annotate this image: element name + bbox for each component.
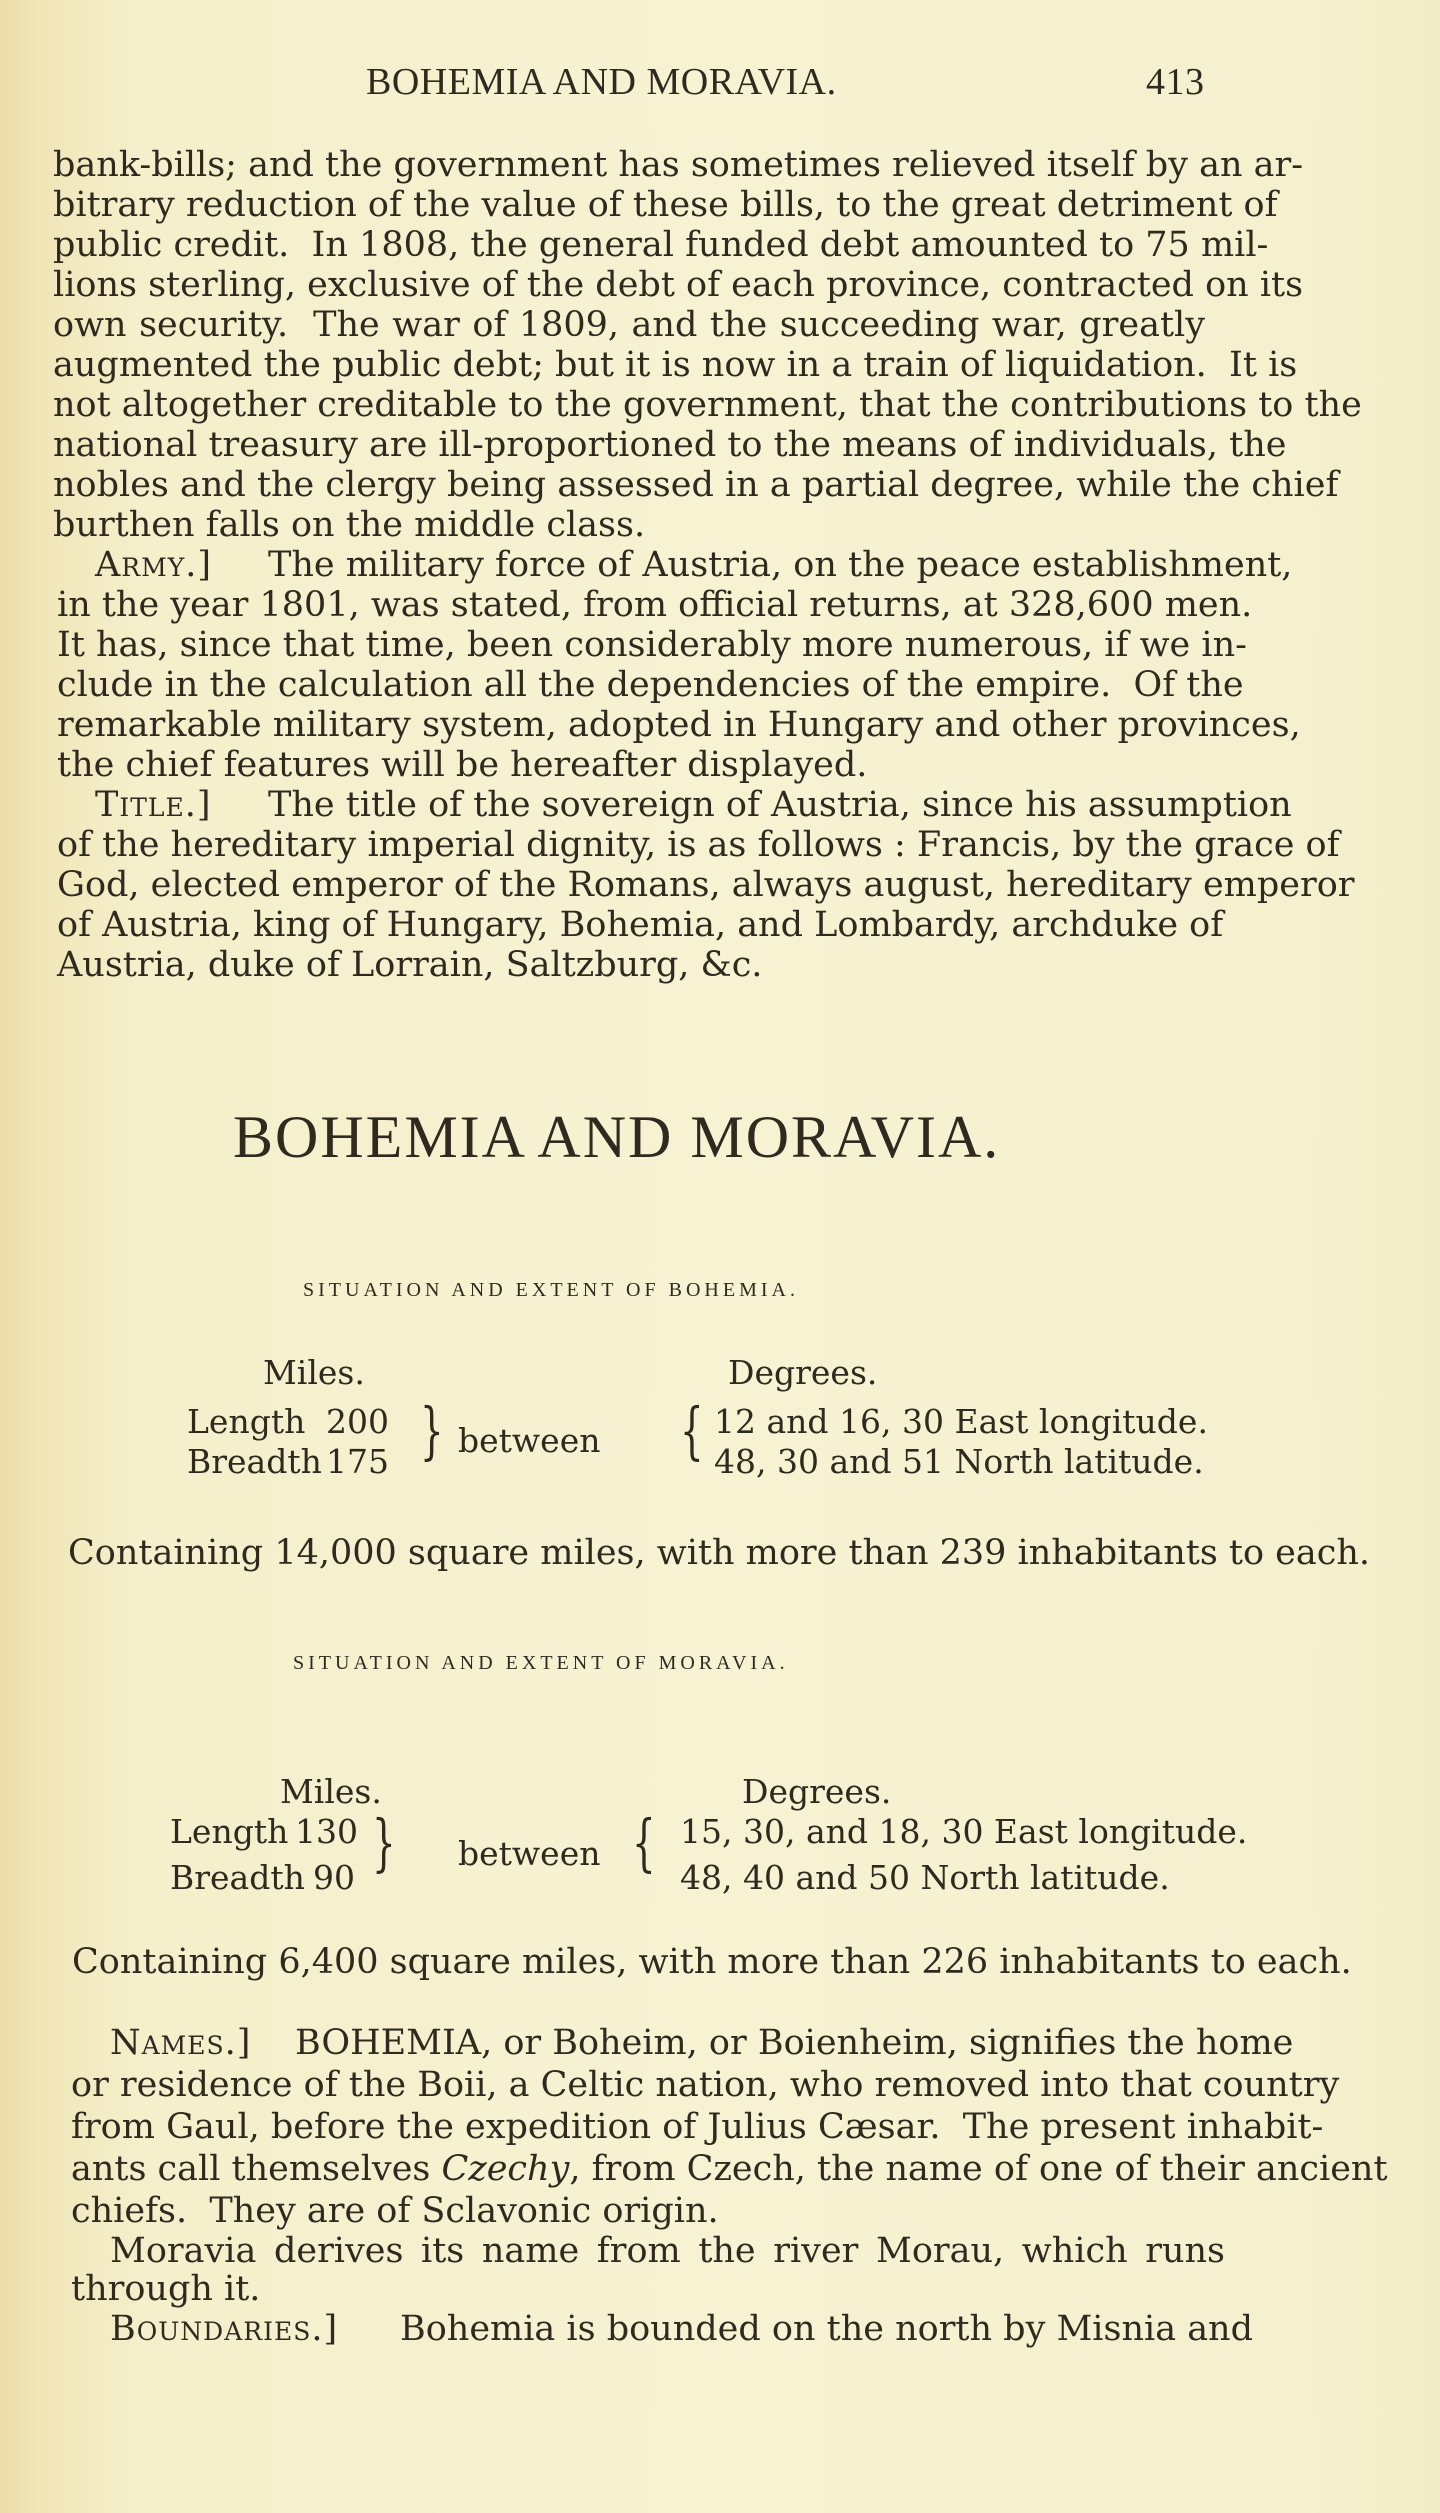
running-head-title: BOHEMIA AND MORAVIA. bbox=[366, 61, 837, 103]
text-line bbox=[71, 2149, 1388, 2189]
chapter-title: BOHEMIA AND MORAVIA. bbox=[233, 1104, 1001, 1170]
moravia-extent-subheading: SITUATION AND EXTENT OF MORAVIA. bbox=[293, 1652, 789, 1674]
left-brace-icon: { bbox=[680, 1394, 704, 1467]
text-line: remarkable military system, adopted in Hungary and other provinces, bbox=[57, 705, 1301, 745]
row-label: Breadth bbox=[170, 1858, 305, 1897]
text-line: Moravia derives its name from the river Morau, which runs bbox=[110, 2231, 1225, 2271]
text-line: from Gaul, before the expedition of Julius Cæsar. The present inhabit- bbox=[71, 2107, 1324, 2147]
text-line: of the hereditary imperial dignity, is as follows : Francis, by the grace of bbox=[57, 825, 1340, 865]
text-line: nobles and the clergy being assessed in a partial degree, while the chief bbox=[53, 465, 1339, 505]
text-line: of Austria, king of Hungary, Bohemia, and Lombardy, archduke of bbox=[57, 905, 1224, 945]
between-label: between bbox=[458, 1834, 601, 1873]
row-miles: 90 bbox=[313, 1858, 355, 1897]
section-heading-army: Army.] bbox=[95, 545, 212, 585]
text-line: augmented the public debt; but it is now in a train of liquidation. It is bbox=[53, 345, 1298, 385]
row-degrees: 15, 30, and 18, 30 East longitude. bbox=[680, 1812, 1248, 1851]
text-line: God, elected emperor of the Romans, always august, hereditary emperor bbox=[57, 865, 1355, 905]
row-label: Breadth bbox=[187, 1442, 322, 1481]
section-heading-names: Names.] bbox=[110, 2023, 252, 2063]
section-heading-title: Title.] bbox=[95, 785, 212, 825]
right-brace-icon: } bbox=[372, 1806, 396, 1879]
page-number: 413 bbox=[1146, 61, 1205, 103]
text-line: Bohemia is bounded on the north by Misnia and bbox=[400, 2309, 1254, 2349]
text-line: own security. The war of 1809, and the succeeding war, greatly bbox=[53, 305, 1205, 345]
row-miles: 175 bbox=[326, 1442, 389, 1481]
text-fragment: ants call themselves bbox=[71, 2149, 442, 2189]
left-brace-icon: { bbox=[632, 1806, 656, 1879]
miles-label: Miles. bbox=[280, 1772, 382, 1811]
row-miles: 200 bbox=[326, 1402, 389, 1441]
text-line: lions sterling, exclusive of the debt of each province, contracted on its bbox=[53, 265, 1304, 305]
italic-word-czechy: Czechy bbox=[441, 2149, 570, 2189]
text-line: national treasury are ill-proportioned to the means of individuals, the bbox=[53, 425, 1287, 465]
right-brace-icon: } bbox=[420, 1394, 444, 1467]
text-line: not altogether creditable to the government, that the contributions to the bbox=[53, 385, 1362, 425]
text-line: clude in the calculation all the dependencies of the empire. Of the bbox=[57, 665, 1244, 705]
text-line: bitrary reduction of the value of these bills, to the great detriment of bbox=[53, 185, 1278, 225]
text-fragment: , from Czech, the name of one of their ancient bbox=[569, 2149, 1388, 2189]
text-line: It has, since that time, been considerably more numerous, if we in- bbox=[57, 625, 1247, 665]
row-degrees: 48, 30 and 51 North latitude. bbox=[714, 1442, 1204, 1481]
text-line: in the year 1801, was stated, from official returns, at 328,600 men. bbox=[57, 585, 1253, 625]
row-degrees: 48, 40 and 50 North latitude. bbox=[680, 1858, 1170, 1897]
text-line: bank-bills; and the government has sometimes relieved itself by an ar- bbox=[53, 145, 1304, 185]
moravia-summary: Containing 6,400 square miles, with more than 226 inhabitants to each. bbox=[72, 1942, 1352, 1982]
text-line: chiefs. They are of Sclavonic origin. bbox=[71, 2191, 719, 2231]
text-line: burthen falls on the middle class. bbox=[53, 505, 646, 545]
bohemia-extent-subheading: SITUATION AND EXTENT OF BOHEMIA. bbox=[303, 1279, 799, 1301]
text-line: through it. bbox=[71, 2269, 261, 2309]
text-line: or residence of the Boii, a Celtic nation, who removed into that country bbox=[71, 2065, 1340, 2105]
miles-label: Miles. bbox=[263, 1353, 365, 1392]
text-line: BOHEMIA, or Boheim, or Boienheim, signifies the home bbox=[295, 2023, 1294, 2063]
row-miles: 130 bbox=[295, 1812, 358, 1851]
text-line: Austria, duke of Lorrain, Saltzburg, &c. bbox=[57, 945, 763, 985]
row-label: Length bbox=[170, 1812, 289, 1851]
degrees-label: Degrees. bbox=[728, 1353, 878, 1392]
section-heading-boundaries: Boundaries.] bbox=[110, 2309, 339, 2349]
text-line: public credit. In 1808, the general funded debt amounted to 75 mil- bbox=[53, 225, 1269, 265]
text-line: The title of the sovereign of Austria, since his assumption bbox=[268, 785, 1292, 825]
text-line: the chief features will be hereafter displayed. bbox=[57, 745, 868, 785]
row-label: Length bbox=[187, 1402, 306, 1441]
bohemia-summary: Containing 14,000 square miles, with more than 239 inhabitants to each. bbox=[68, 1533, 1371, 1573]
between-label: between bbox=[458, 1421, 601, 1460]
text-line: The military force of Austria, on the peace establishment, bbox=[268, 545, 1293, 585]
degrees-label: Degrees. bbox=[742, 1772, 892, 1811]
row-degrees: 12 and 16, 30 East longitude. bbox=[714, 1402, 1208, 1441]
